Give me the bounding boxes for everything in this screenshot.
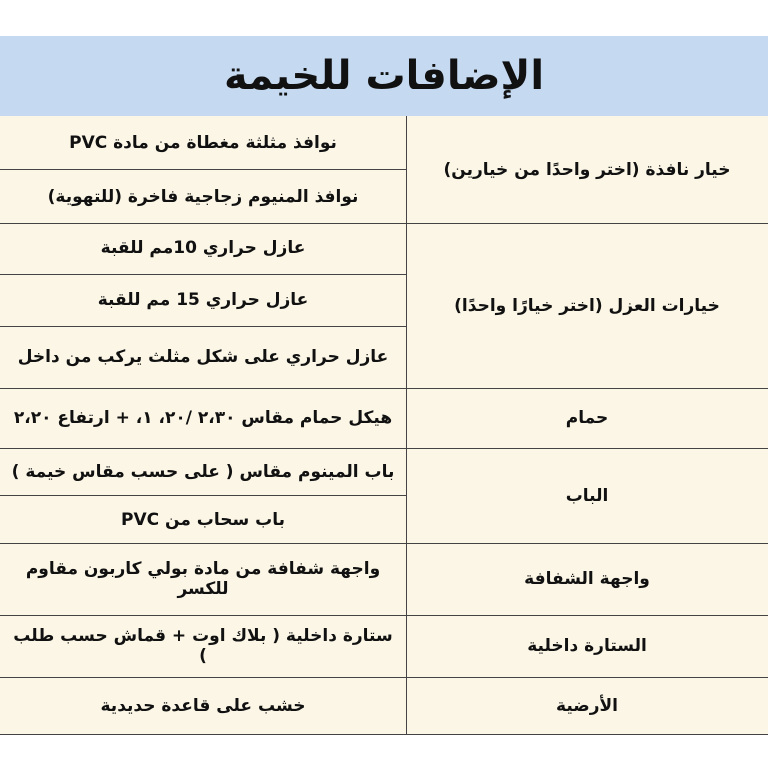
category-cell: الستارة داخلية [527, 636, 647, 656]
title-bar [0, 36, 768, 117]
addons-table [0, 116, 768, 735]
category-cell: خيار نافذة (اختر واحدًا من خيارين) [443, 159, 731, 180]
category-cell: حمام [565, 408, 609, 428]
options-cell [0, 677, 407, 734]
option-item: ستارة داخلية ( بلاك اوت + قماش حسب طلب ) [13, 626, 393, 666]
category-cell: الأرضية [556, 695, 618, 716]
options-cell [0, 116, 407, 223]
options-cell [0, 543, 407, 615]
option-item: نوافذ المنيوم زجاجية فاخرة (للتهوية) [47, 186, 359, 207]
option-item: عازل حراري 15 مم للقبة [0, 275, 406, 327]
options-cell [0, 388, 407, 448]
table-row-insulation [0, 223, 768, 389]
category-cell: خيارات العزل (اختر خيارًا واحدًا) [454, 295, 720, 316]
option-item: عازل حراري 10مم للقبة [0, 223, 406, 275]
page-title: الإضافات للخيمة [223, 53, 545, 99]
table-row-bathroom [0, 388, 768, 449]
table-row-facade [0, 543, 768, 616]
options-cell [0, 615, 407, 677]
table-row-flooring [0, 677, 768, 734]
table-row-door [0, 448, 768, 544]
option-item: هيكل حمام مقاس ٢،٣٠ /٢٠، ١، + ارتفاع ٢،٢٠ [13, 408, 393, 428]
option-item: عازل حراري على شكل مثلث يركب من داخل [17, 347, 389, 368]
option-item: باب سحاب من PVC [121, 509, 285, 530]
table-row-curtain [0, 615, 768, 678]
category-cell: الباب [565, 485, 609, 506]
options-cell [0, 448, 407, 543]
table-row-window [0, 116, 768, 224]
option-item: باب المينوم مقاس ( على حسب مقاس خيمة ) [0, 448, 406, 496]
options-cell [0, 223, 407, 388]
option-item: نوافذ مثلثة مغطاة من مادة PVC [0, 116, 406, 170]
option-item: خشب على قاعدة حديدية [100, 695, 306, 716]
category-cell: واجهة الشفافة [524, 569, 650, 589]
option-item: واجهة شفافة من مادة بولي كاربون مقاوم للكسر [25, 559, 381, 599]
